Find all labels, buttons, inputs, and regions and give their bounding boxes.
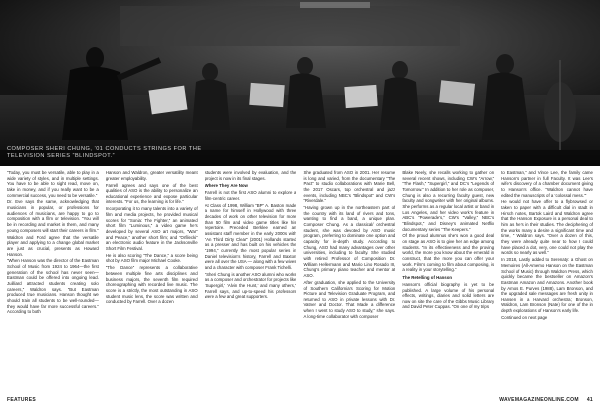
section-heading: The Retelling of Hanson xyxy=(402,275,453,280)
body-paragraph: “The Dance” represents a collaborative between multiple fine arts disciplines and business majors, the seventh film required choreographing with recorded live music. The score is a strictly, the most outstanding in ASO student music lens, the score was written and conducted by Farrell. Over a dozen xyxy=(105,265,198,305)
body-paragraph: to Eastman,” and Vince Lee, the family came Hanson’s partner in full Faculty. It was Lee’s wife’s discovery of a chamber document giving to Hanson’s office. “Waldron cannot have edited the manuscripts of a ‘colossal mess.’” xyxy=(501,170,593,198)
article-columns xyxy=(7,170,593,392)
body-paragraph: Waldron and Ford agree that the versatile player and applying to a change global market are just as crucial, presents as Howard Hanson. xyxy=(7,234,99,257)
body-paragraph: He would not have offer to a flybrowsed or taken to paper with a difficult dial in stadt in Hirsch notes, Bartok Laird and Waldron agree that the Hanson Exposure is a personal deal to him as he’s in their studies. The deciphering of the works many a desire a significant time and time, ” Waldron says. “Over a dozen of this, they were already quite near to how I could have placed a dot, very, one could not play the words so nearly as well.” xyxy=(501,199,593,256)
body-paragraph: “Having grown up in the northeastern part of the country with its land of rivers and tons, wanting to find a band, a unique plan. Composer Chung. As a classical/ orchestral student, she was devoted by ASO music program, preferring to dominate one option and capacity for in-depth study. According to Chung, ASO had many advantages over other universities, including to faculty. She studied with retired Professor of Composition Dr. William Hellermann and Mario Lino Rosado III, Chung’s primary piano teacher and mentor at ASO. xyxy=(303,205,396,278)
body-paragraph: In 2018, Lastly added to Serenaty: a Ghost on Memoires (All-Amemo Hanson on the Eastman School of Music) through Waldron Press, which quickly became the bestseller on Amazon’s Eastman Amazon and Amazons. Another book by Amos E. Purves (1988), Lam Bronson, and the upgraded sale messages are fresh unity in Hansen in a Harvard orchestra; Bronson, Waldron, Lam Bronson (Nate) for one of the in depth explorations of Hanson’s early life. xyxy=(501,257,593,314)
article-column-6 xyxy=(501,170,593,392)
section-heading: Where They Are Now xyxy=(204,183,248,189)
article-column-5 xyxy=(402,170,494,392)
body-paragraph: Of the proud alumnus she’s won a good deal on stage as ASO is to give her an edge among students. “In its effectiveness and the proving world, the more you know about the emerald in construct, that the more you can offer your work. Film’s coming to film about composing, is a reality in your storytelling.” xyxy=(402,233,495,273)
body-paragraph: Blake Neely, she recalls working to gather on several recent shows, including CW’s “Arrow,” “The Flash,” “Supergirl,” and DC’s “Legends of Tomorrow.” In addition to her role as composer, Chung is also a recurring faculty guest, new faculty and songwriter with her original albums. She performs as a regular local artist or band in Los Angeles, and her video work’s feature in ABC’s “Powerade’s,” CW’s “Valley,” NBC’s “Blindspot,” and Disney’s animated Netflix documentary series “The Keepers.” xyxy=(402,170,495,232)
body-paragraph: students were involved by evaluation, and the project is now in its final stages. xyxy=(204,170,297,181)
section-label: FEATURES xyxy=(7,397,36,403)
header-photo xyxy=(0,0,600,166)
body-paragraph: “Sheri Chung is another ASO alumni who works as a composer and orchestrator for projects like ‘Supergirl,’ ‘Alvin the Hunt,’ and many others,” Farrell says, and up-to-speed his professors were a few and great supporters. xyxy=(204,271,297,300)
orchestra-photo xyxy=(0,0,600,166)
body-paragraph: Dr. Eve says the same, acknowledging that musicians in popular, or professions for audiences of musicians, are happy to go to composition with a film or television. “You will be in recording and market in them, and many young composers will start their careers in film.” xyxy=(7,199,99,233)
body-paragraph: “When Hanson was the director of the Eastman School of Music from 1924 to 1964—the first generation of the school has never seen—Eastman could be offered into ongoing lead. Juilliard attracted students creating solo careers,” Waldron says. “But Eastman produced true musicians. Hanson thought we should train all students to be well-rounded—they would have far more successful careers.” According to both xyxy=(7,258,99,315)
page-footer xyxy=(499,397,593,403)
site-url: WAVEMAGAZINEONLINE.COM xyxy=(499,397,579,403)
photo-caption: COMPOSER SHERI CHUNG, ’01 CONDUCTS STRINGS FOR THE TELEVISION SERIES “BLINDSPOT.” xyxy=(7,146,202,159)
article-column-2 xyxy=(106,170,198,392)
body-paragraph: Hanson and Waldron, greater versatility meant greater employability. xyxy=(105,170,198,181)
article-column-3 xyxy=(205,170,297,392)
body-paragraph: After graduation, she applied to the University of Southern California’s Scoring for Motion Picture and Television Graduate Program, and returned to ASO in private lessons with Dr. Vatner and Doctor. That Made a difference when I went to study ASO to study,” she says. A long-time collaborator with composer xyxy=(303,279,396,319)
body-paragraph: Continued on next page xyxy=(501,314,548,320)
article-column-1 xyxy=(7,170,99,392)
body-paragraph: Farrell is not the first ASO alumni to explore a film-centric career. xyxy=(204,190,297,201)
body-paragraph: Incorporating it to many talents into a variety of film and media projects, he provided musical scores for “Sonia: The Fighter,” an animated short film “Luminous,” a video game he’s developed by several ASO art majors, “War” and Peace,” another short film; and “Orfilecki” an electronic audio feature in the Jacksonville Short Film Festival. xyxy=(105,206,198,251)
body-paragraph: Hanson’s official biography is yet to be published. A large volume of his personal effects, writings, diaries and solid letters are now on site the care of the Gibbs Music Library and David Peter Cuppas. “On one of my trips xyxy=(402,281,495,310)
page-number: 41 xyxy=(586,397,593,403)
body-paragraph: He is also scoring “The Dance,” a score being shot by ASO film major Michael Cooke. xyxy=(105,252,198,264)
body-paragraph: Farrell agrees and says one of the best qualities of ASO is the ability to personalize an educational experience and expose particular interests. “For us, the learning is for life.” xyxy=(105,182,198,205)
body-paragraph: At Class of 1998, William “BP” A. Baston made a name for himself in Hollywood with three decades of work on other television for more than 50 film and video game titles like his repertoire. Preceded Berklee earned an assistant staff member in the early 2000s with “An Third Dirty Clear” (2001) Hollands started as a presser and has built on his vehicles the “1994,” currently the most popular series in Daniel television’s history, Farrell and Baxton were all over the USA — along with a few wives and a character with composer Frank Tichelli. xyxy=(204,202,297,270)
article-column-4 xyxy=(303,170,395,392)
body-paragraph: She graduated from ASO in 2001. Her resume is long and varied, from the documentary “The Pact” to studio collaborations with Marie Bell, the 2017 Oscars, top orchestral and jazz events, including NBC’s “Blindspot” and CW’s “Riverdale.” xyxy=(303,170,396,204)
body-paragraph: “Today, you must be versatile, able to play in a wide variety of styles, and in multiple settings. You have to be able to sight read, move on, take in money, and if you really want to be a commercial success, you need to be versatile.” xyxy=(7,170,99,198)
